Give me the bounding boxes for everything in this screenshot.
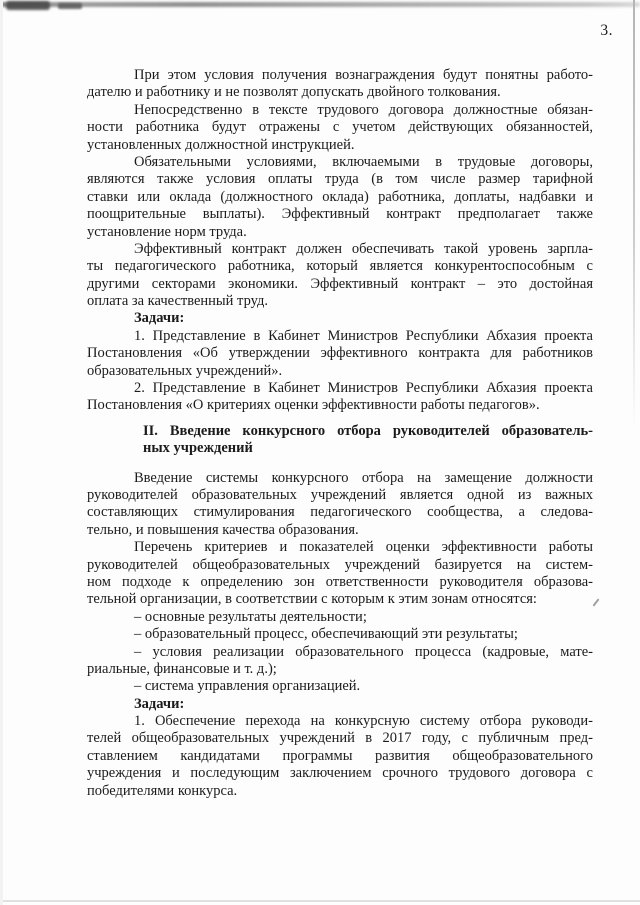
document-line: ставки или оклада (должностного оклада) работника, доплаты, надбавки и — [87, 188, 593, 205]
document-line: При этом условия получения вознаграждения будут понятны работо- — [134, 67, 593, 83]
document-line: руководителей образовательных учреждений является одной из важных — [87, 486, 593, 503]
document-line: Эффективный контракт должен обеспечивать такой уровень зарпла- — [134, 240, 593, 257]
scan-artifact-right-line — [633, 0, 635, 430]
document-line: оплата за качественный труд. — [87, 293, 268, 310]
document-line: 1. Представление в Кабинет Министров Республики Абхазия проекта — [134, 327, 593, 344]
document-line: Непосредственно в тексте трудового договора должностные обязан- — [134, 101, 593, 118]
document-line: тельно, и повышения качества образования. — [87, 521, 359, 538]
scan-artifact-top-band — [0, 2, 640, 7]
document-line: – условия реализации образовательного процесса (кадровые, мате- — [134, 643, 593, 660]
document-line: ставлением кандидатами программы развития общеобразовательного — [87, 747, 593, 764]
document-line: ности работника будут отражены с учетом действующих обязанностей, — [87, 119, 593, 136]
document-line: установленных должностной инструкцией. — [87, 136, 355, 153]
document-line: Перечень критериев и показателей оценки эффективности работы — [134, 539, 593, 556]
document-line: руководителей общеобразовательных учреждений базируется на систем- — [87, 556, 593, 573]
scan-artifact-bottom-line — [0, 900, 640, 902]
scan-artifact-left-strip — [0, 0, 3, 905]
document-line: дателю и работнику и не позволят допускать двойного толкования. — [87, 84, 501, 101]
document-line: поощрительные выплаты). Эффективный контракт предполагает также — [87, 206, 593, 223]
document-line: установление норм труда. — [87, 223, 247, 240]
document-line: Обязательными условиями, включаемыми в трудовые договоры, — [134, 153, 593, 170]
document-line: являются также условия оплаты труда (в том числе размер тарифной — [87, 171, 593, 188]
document-line: – система управления организацией. — [134, 678, 361, 695]
document-line: Постановления «Об утверждении эффективного контракта для работников — [87, 345, 593, 362]
document-line: II. Введение конкурсного отбора руководителей образователь- — [143, 422, 593, 439]
document-line: Введение системы конкурсного отбора на замещение должности — [134, 469, 593, 486]
document-line: победителями конкурса. — [87, 782, 238, 799]
document-line: 2. Представление в Кабинет Министров Республики Абхазия проекта — [134, 380, 593, 397]
scan-artifact-blob — [6, 1, 50, 10]
document-line: ных учреждений — [143, 440, 253, 457]
document-line: учреждения и последующим заключением срочного трудового договора с — [87, 765, 593, 782]
document-line: Постановления «О критериях оценки эффективности работы педагогов». — [87, 397, 540, 414]
scan-artifact-blob — [58, 3, 82, 9]
document-line: – образовательный процесс, обеспечивающий эти результаты; — [134, 626, 518, 643]
document-line: риальные, финансовые и т. д.); — [87, 660, 277, 677]
document-line: ном подходе к определению зон ответственности руководителя образова- — [87, 573, 593, 590]
document-line: Задачи: — [134, 695, 185, 712]
scan-artifact-stray-mark — [592, 598, 599, 606]
document-line: ты педагогического работника, который является конкурентоспособным с — [87, 258, 593, 275]
document-line: другими секторами экономики. Эффективный контракт – это достойная — [87, 275, 593, 292]
document-line: Задачи: — [134, 310, 185, 327]
document-line: образовательных учреждений». — [87, 362, 283, 379]
document-body — [87, 67, 593, 800]
document-line: телей общеобразовательных учреждений в 2017 году, с публичным пред- — [87, 730, 593, 747]
document-line: 1. Обеспечение перехода на конкурсную систему отбора руководи- — [134, 713, 593, 730]
document-line: – основные результаты деятельности; — [134, 608, 367, 625]
page-number: 3. — [600, 22, 613, 39]
document-line: составляющих стимулирования педагогического сообщества, а следова- — [87, 504, 593, 521]
document-line: тельной организации, в соответствии с которым к этим зонам относятся: — [87, 591, 537, 608]
